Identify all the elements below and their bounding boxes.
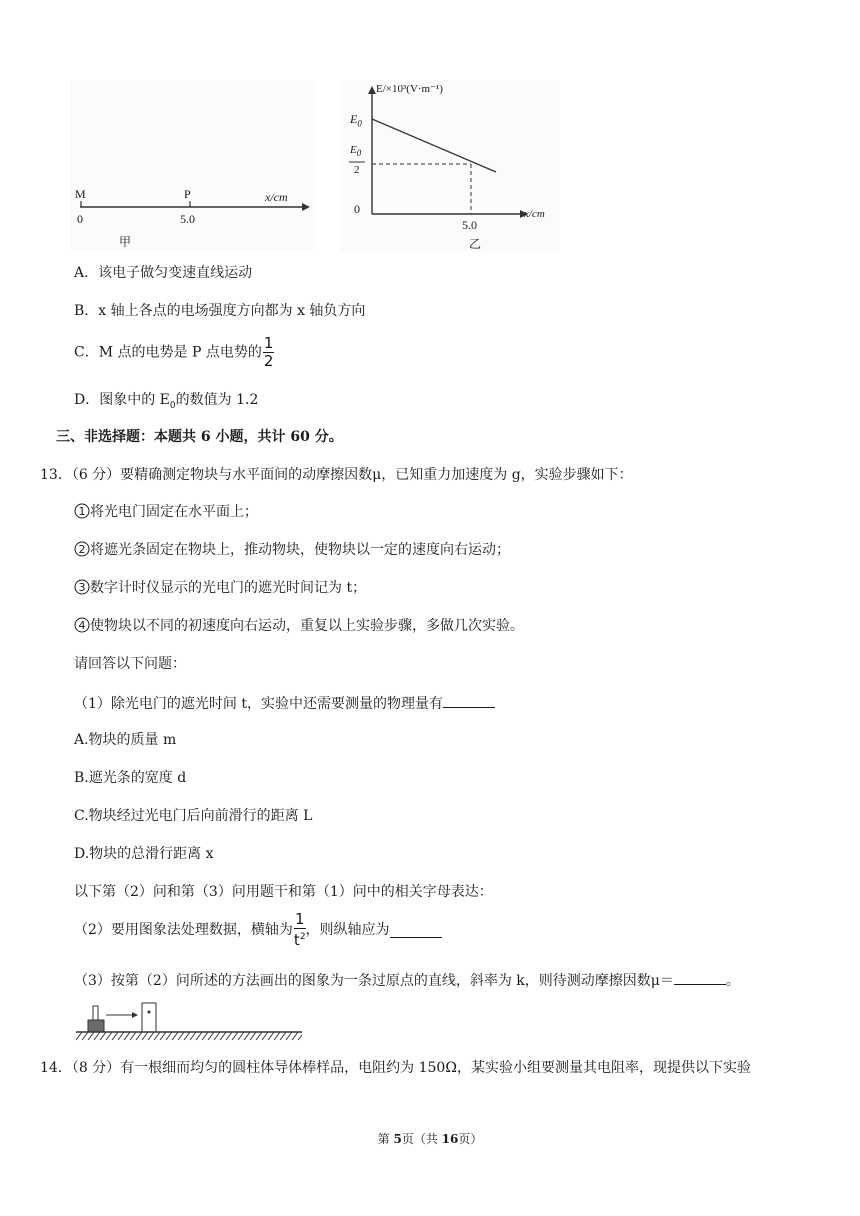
e0-label: $E_0$ bbox=[350, 112, 362, 129]
y-axis-arrow bbox=[368, 86, 376, 94]
ground-hatching bbox=[76, 1032, 302, 1040]
q13-note: 以下第（2）问和第（3）问用题干和第（1）问中的相关字母表达： bbox=[74, 884, 493, 900]
x-axis-arrow bbox=[302, 203, 310, 211]
svg-text:1: 1 bbox=[78, 505, 86, 518]
q13-part-2: （2）要用图象法处理数据，横轴为 $\frac{1}{t^2}$ ，则纵轴应为 bbox=[74, 912, 442, 948]
q13-option-a: A.物块的质量 m bbox=[74, 732, 177, 748]
q14-stem: 14．（8 分）有一根细而均匀的圆柱体导体棒样品，电阻约为 150Ω，某实验小组要测量其电阻率，现提供以下实验 bbox=[40, 1060, 751, 1076]
q13-stem: 13．（6 分）要精确测定物块与水平面间的动摩擦因数μ，已知重力加速度为 g，实验步骤如下： bbox=[40, 467, 633, 483]
q13-step-4: 4 使物块以不同的初速度向右运动，重复以上实验步骤，多做几次实验。 bbox=[74, 617, 524, 635]
q13-part-1: （1）除光电门的遮光时间 t，实验中还需要测量的物理量有 bbox=[74, 693, 495, 713]
circled-3-icon bbox=[74, 579, 90, 595]
svg-text:4: 4 bbox=[78, 619, 86, 632]
q13-ask: 请回答以下问题： bbox=[74, 656, 186, 672]
velocity-arrowhead bbox=[132, 1012, 138, 1018]
q13-part-3: （3）按第（2）问所述的方法画出的图象为一条过原点的直线，斜率为 k，则待测动摩擦因数μ＝ 。 bbox=[74, 970, 740, 990]
caption-jia: 甲 bbox=[119, 235, 132, 249]
page-footer: 第 5页（共 16页） bbox=[377, 1132, 483, 1146]
x-axis-label: x/cm bbox=[524, 208, 545, 220]
tick-label-0: 0 bbox=[77, 212, 83, 226]
e-x-graph bbox=[340, 80, 560, 252]
answer-blank-2[interactable] bbox=[390, 923, 442, 938]
x-tick-label: 5.0 bbox=[462, 218, 477, 232]
axis-label-x: x/cm bbox=[265, 190, 288, 204]
svg-text:3: 3 bbox=[78, 581, 86, 594]
fraction-one-half: $\frac{1}{2}$ bbox=[263, 334, 274, 370]
q13-option-d: D.物块的总滑行距离 x bbox=[74, 846, 214, 862]
q13-option-b: B.遮光条的宽度 d bbox=[74, 770, 187, 786]
answer-blank-3[interactable] bbox=[674, 970, 726, 985]
svg-text:2: 2 bbox=[78, 543, 86, 556]
apparatus-diagram bbox=[76, 998, 308, 1044]
block-with-shade bbox=[88, 1006, 104, 1032]
page-total: 16 bbox=[441, 1132, 459, 1146]
option-c: C．M 点的电势是 P 点电势的 $\frac{1}{2}$ bbox=[74, 334, 274, 370]
fraction-one-over-t-squared: $\frac{1}{t^2}$ bbox=[293, 910, 306, 949]
option-b: B．x 轴上各点的电场强度方向都为 x 轴负方向 bbox=[74, 303, 366, 319]
answer-blank-1[interactable] bbox=[443, 693, 495, 708]
field-line bbox=[372, 119, 496, 172]
label-m: M bbox=[75, 187, 86, 201]
half-e0-numerator: $E_0$ bbox=[350, 144, 362, 159]
tick-label-5: 5.0 bbox=[180, 212, 195, 226]
y-axis-label: E/×10³(V·m⁻¹) bbox=[376, 83, 443, 95]
q13-step-1: 1 将光电门固定在水平面上； bbox=[74, 503, 258, 521]
page-number: 5 bbox=[393, 1132, 402, 1146]
option-a: A．该电子做匀变速直线运动 bbox=[74, 265, 253, 281]
origin-label: 0 bbox=[354, 202, 360, 216]
q13-step-3: 3 数字计时仪显示的光电门的遮光时间记为 t； bbox=[74, 579, 366, 597]
q13-step-2: 2 将遮光条固定在物块上，推动物块，使物块以一定的速度向右运动； bbox=[74, 541, 510, 559]
photogate bbox=[142, 1003, 156, 1032]
section-heading: 三、非选择题：本题共 6 小题，共计 60 分。 bbox=[56, 429, 343, 445]
circled-1-icon bbox=[74, 503, 90, 519]
figure-jia bbox=[70, 80, 315, 250]
half-e0-denominator: 2 bbox=[354, 164, 360, 176]
q13-option-c: C.物块经过光电门后向前滑行的距离 L bbox=[74, 808, 313, 824]
figure-yi bbox=[340, 80, 560, 252]
circled-2-icon bbox=[74, 541, 90, 557]
caption-yi: 乙 bbox=[469, 237, 482, 251]
label-p: P bbox=[184, 187, 191, 201]
option-d: D．图象中的 $E_0$的数值为 1.2 bbox=[74, 392, 259, 411]
circled-4-icon bbox=[74, 617, 90, 633]
